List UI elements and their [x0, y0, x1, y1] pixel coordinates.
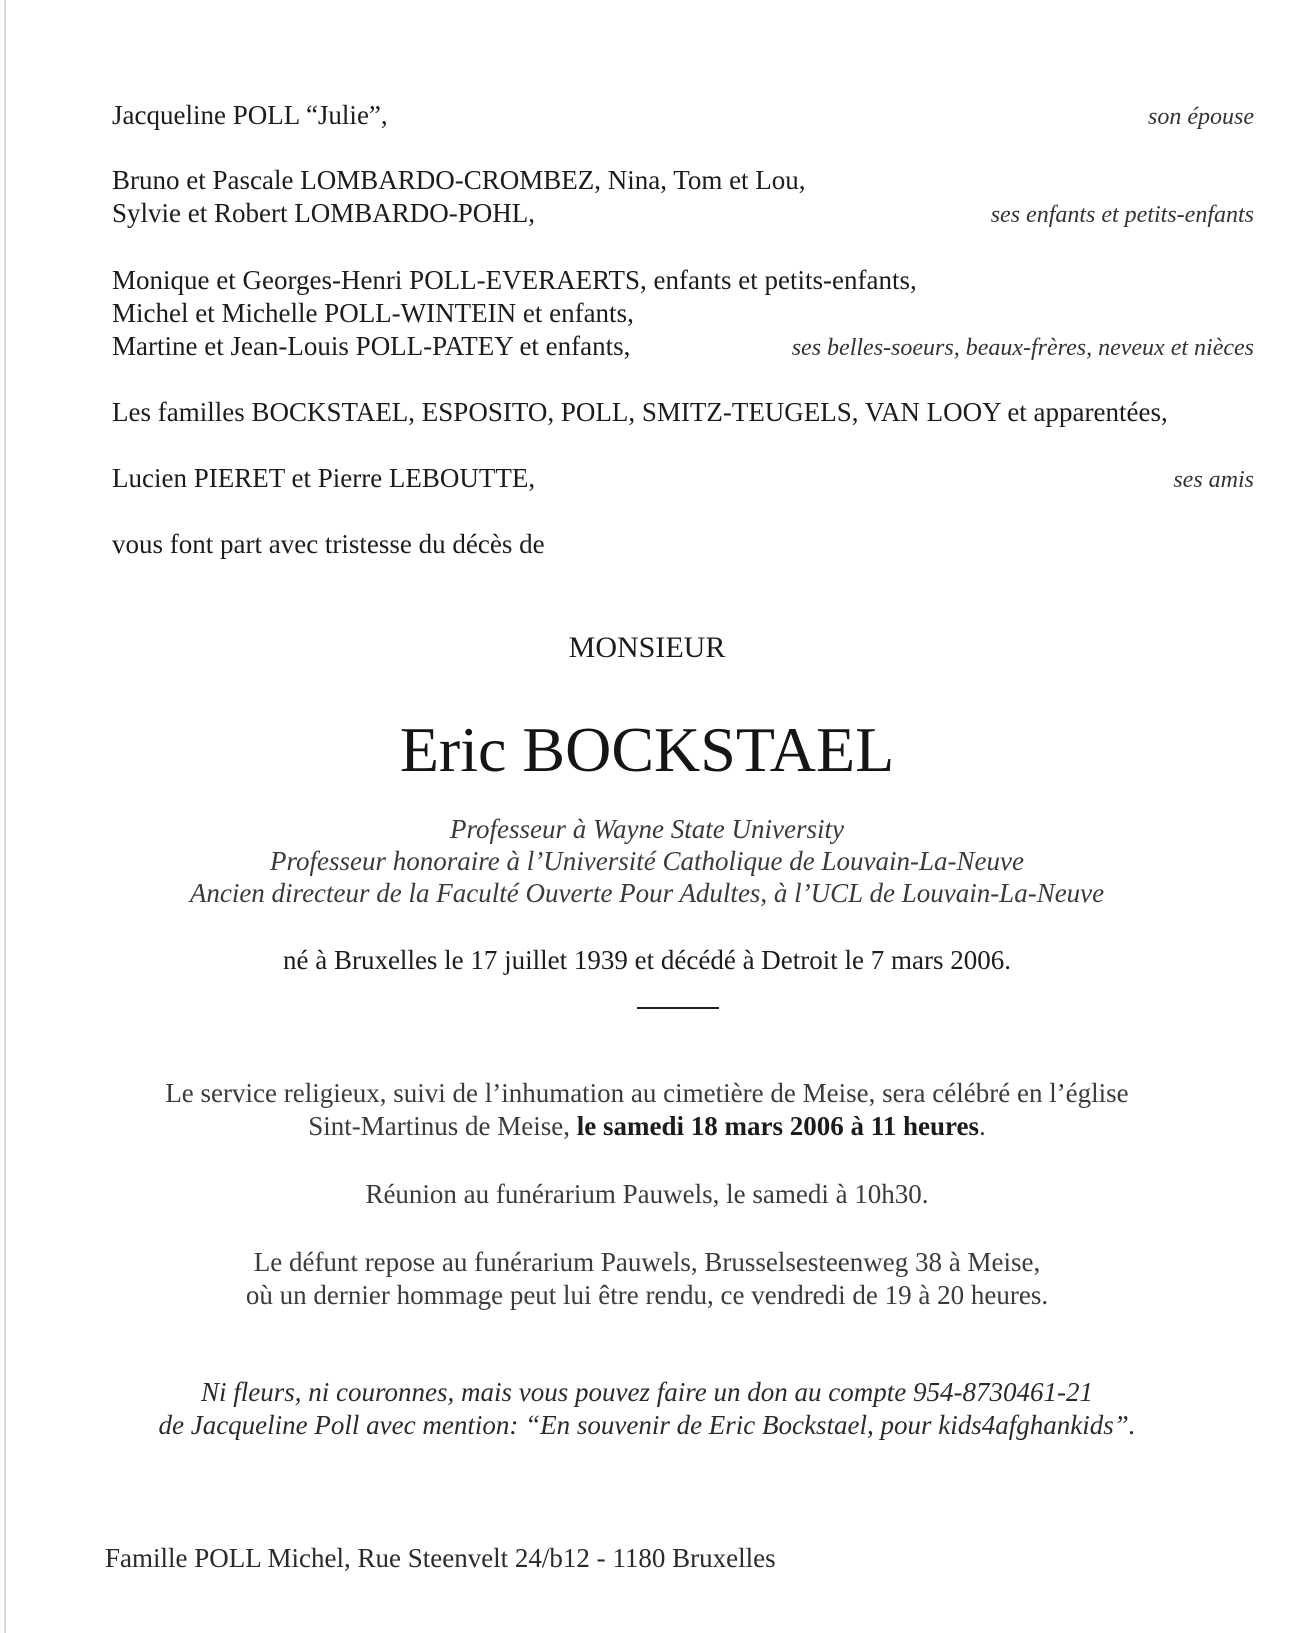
- reunion-info: Réunion au funérarium Pauwels, le samedi à 10h30.: [365, 1179, 929, 1209]
- family-line: Bruno et Pascale LOMBARDO-CROMBEZ, Nina, Tom et Lou,: [112, 165, 806, 195]
- family-role: ses belles-soeurs, beaux-frères, neveux et nièces: [791, 335, 1254, 361]
- family-role: ses amis: [1173, 467, 1254, 493]
- family-address: Famille POLL Michel, Rue Steenvelt 24/b12 - 1180 Bruxelles: [105, 1543, 776, 1573]
- title-line: Professeur honoraire à l’Université Catholique de Louvain-La-Neuve: [270, 846, 1024, 876]
- service-line-2: [0, 1110, 1294, 1143]
- family-line: Jacqueline POLL “Julie”,: [112, 100, 388, 130]
- service-line-1: Le service religieux, suivi de l’inhumation au cimetière de Meise, sera célébré en l’église: [165, 1078, 1129, 1108]
- title-line: Professeur à Wayne State University: [450, 814, 844, 844]
- service-location: Sint-Martinus de Meise,: [308, 1111, 577, 1141]
- family-line: Martine et Jean-Louis POLL-PATEY et enfants,: [112, 331, 631, 361]
- repose-line: où un dernier hommage peut lui être rendu, ce vendredi de 19 à 20 heures.: [245, 1280, 1049, 1310]
- donation-note: [0, 1376, 1294, 1442]
- divider: [637, 1007, 719, 1009]
- repose-info: [0, 1246, 1294, 1312]
- service-punct: .: [978, 1111, 986, 1141]
- family-line: Les familles BOCKSTAEL, ESPOSITO, POLL, SMITZ-TEUGELS, VAN LOOY et apparentées,: [112, 397, 1168, 427]
- deceased-titles: [0, 813, 1294, 909]
- family-line: Sylvie et Robert LOMBARDO-POHL,: [112, 198, 535, 228]
- donation-line: de Jacqueline Poll avec mention: “En souvenir de Eric Bockstael, pour kids4afghankids”.: [158, 1410, 1136, 1440]
- birth-death-dates: né à Bruxelles le 17 juillet 1939 et décédé à Detroit le 7 mars 2006.: [282, 945, 1012, 975]
- family-line: Michel et Michelle POLL-WINTEIN et enfants,: [112, 298, 634, 328]
- family-line: Lucien PIERET et Pierre LEBOUTTE,: [112, 463, 536, 493]
- family-role: son épouse: [1148, 104, 1254, 130]
- title-line: Ancien directeur de la Faculté Ouverte Pour Adultes, à l’UCL de Louvain-La-Neuve: [189, 878, 1105, 908]
- family-line: vous font part avec tristesse du décès de: [112, 529, 545, 559]
- repose-line: Le défunt repose au funérarium Pauwels, Brusselsesteenweg 38 à Meise,: [253, 1247, 1041, 1277]
- salutation: MONSIEUR: [568, 631, 726, 664]
- family-line: Monique et Georges-Henri POLL-EVERAERTS, enfants et petits-enfants,: [112, 265, 917, 295]
- service-date: le samedi 18 mars 2006 à 11 heures: [576, 1111, 979, 1141]
- deceased-name: Eric BOCKSTAEL: [399, 714, 895, 785]
- donation-line: Ni fleurs, ni couronnes, mais vous pouvez faire un don au compte 954-8730461-21: [201, 1377, 1093, 1407]
- family-role: ses enfants et petits-enfants: [990, 202, 1254, 228]
- service-info: [0, 1077, 1294, 1143]
